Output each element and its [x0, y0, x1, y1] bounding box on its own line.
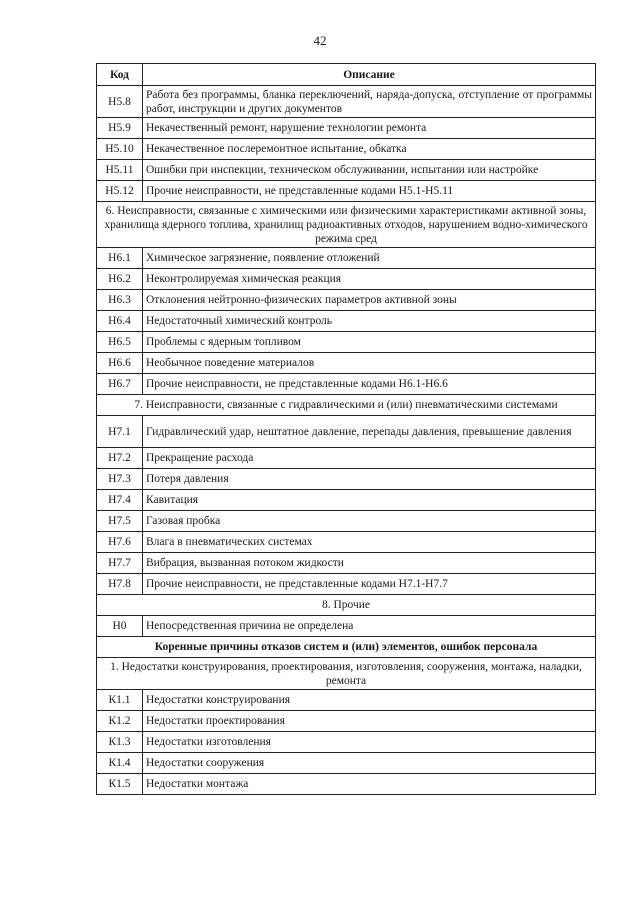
table-row: [97, 711, 596, 732]
table-row: [97, 374, 596, 395]
row-code: Н7.8: [97, 574, 143, 595]
row-description: Недостаточный химический контроль: [143, 311, 596, 332]
section-heading-6: 6. Неисправности, связанные с химическими или физическими характеристиками активной зоны, хранилища ядерного топлива, хранилищ радиоактивных отходов, нарушением водно-химического режима сред: [97, 202, 596, 248]
section-row: [97, 395, 596, 416]
table-row: [97, 511, 596, 532]
row-description: Гидравлический удар, нештатное давление, перепады давления, превышение давления: [143, 416, 596, 448]
table-row: [97, 332, 596, 353]
section-row: [97, 595, 596, 616]
row-code: К1.4: [97, 753, 143, 774]
row-code: К1.1: [97, 690, 143, 711]
row-description: Химическое загрязнение, появление отложений: [143, 248, 596, 269]
row-description: Непосредственная причина не определена: [143, 616, 596, 637]
row-description: Некачественное послеремонтное испытание, обкатка: [143, 139, 596, 160]
table-row: [97, 86, 596, 118]
row-code: Н6.2: [97, 269, 143, 290]
column-header-description: Описание: [143, 64, 596, 86]
section-heading-7: 7. Неисправности, связанные с гидравлическими и (или) пневматическими системами: [97, 395, 596, 416]
row-code: Н7.1: [97, 416, 143, 448]
page-number: 42: [313, 33, 327, 48]
row-code: Н7.5: [97, 511, 143, 532]
table-row: [97, 118, 596, 139]
row-description: Прекращение расхода: [143, 448, 596, 469]
section-heading-k1: 1. Недостатки конструирования, проектирования, изготовления, сооружения, монтажа, наладки, ремонта: [97, 658, 596, 690]
row-code: Н5.9: [97, 118, 143, 139]
section-heading-8: 8. Прочие: [97, 595, 596, 616]
row-code: К1.5: [97, 774, 143, 795]
row-description: Отклонения нейтронно-физических параметров активной зоны: [143, 290, 596, 311]
column-header-code: Код: [97, 64, 143, 86]
row-code: Н7.6: [97, 532, 143, 553]
row-code: Н5.8: [97, 86, 143, 118]
row-description: Неконтролируемая химическая реакция: [143, 269, 596, 290]
table-row: [97, 490, 596, 511]
row-description: Ошибки при инспекции, техническом обслуживании, испытании или настройке: [143, 160, 596, 181]
row-code: Н6.7: [97, 374, 143, 395]
table-row: [97, 248, 596, 269]
table-row: [97, 616, 596, 637]
row-description: Некачественный ремонт, нарушение технологии ремонта: [143, 118, 596, 139]
row-description: Недостатки изготовления: [143, 732, 596, 753]
row-code: Н0: [97, 616, 143, 637]
row-description: Недостатки конструирования: [143, 690, 596, 711]
row-description: Прочие неисправности, не представленные кодами Н6.1-Н6.6: [143, 374, 596, 395]
codes-table: [96, 63, 596, 795]
table-row: [97, 469, 596, 490]
table-row: [97, 553, 596, 574]
row-code: Н5.10: [97, 139, 143, 160]
row-code: К1.3: [97, 732, 143, 753]
row-description: Потеря давления: [143, 469, 596, 490]
row-description: Работа без программы, бланка переключений, наряда-допуска, отступление от программы работ, инструкции и других документов: [143, 86, 596, 118]
table-row: [97, 353, 596, 374]
table-header-row: [97, 64, 596, 86]
row-description: Кавитация: [143, 490, 596, 511]
section-row: [97, 637, 596, 658]
row-code: К1.2: [97, 711, 143, 732]
row-code: Н6.6: [97, 353, 143, 374]
row-code: Н6.4: [97, 311, 143, 332]
row-code: Н6.5: [97, 332, 143, 353]
row-code: Н6.1: [97, 248, 143, 269]
table-row: [97, 448, 596, 469]
table-row: [97, 753, 596, 774]
row-code: Н7.3: [97, 469, 143, 490]
row-description: Недостатки сооружения: [143, 753, 596, 774]
table-row: [97, 139, 596, 160]
row-description: Проблемы с ядерным топливом: [143, 332, 596, 353]
table-row: [97, 574, 596, 595]
table-row: [97, 160, 596, 181]
row-code: Н7.4: [97, 490, 143, 511]
row-description: Вибрация, вызванная потоком жидкости: [143, 553, 596, 574]
row-code: Н7.2: [97, 448, 143, 469]
table-row: [97, 269, 596, 290]
table-row: [97, 290, 596, 311]
table-row: [97, 181, 596, 202]
row-code: Н7.7: [97, 553, 143, 574]
section-row: [97, 658, 596, 690]
row-code: Н5.12: [97, 181, 143, 202]
row-code: Н6.3: [97, 290, 143, 311]
table-row: [97, 532, 596, 553]
row-description: Недостатки монтажа: [143, 774, 596, 795]
row-description: Прочие неисправности, не представленные кодами Н5.1-Н5.11: [143, 181, 596, 202]
section-row: [97, 202, 596, 248]
table-row: [97, 311, 596, 332]
row-description: Газовая пробка: [143, 511, 596, 532]
row-description: Прочие неисправности, не представленные кодами Н7.1-Н7.7: [143, 574, 596, 595]
table-row: [97, 732, 596, 753]
root-causes-heading: Коренные причины отказов систем и (или) элементов, ошибок персонала: [97, 637, 596, 658]
row-description: Необычное поведение материалов: [143, 353, 596, 374]
row-code: Н5.11: [97, 160, 143, 181]
row-description: Недостатки проектирования: [143, 711, 596, 732]
table-row: [97, 416, 596, 448]
row-description: Влага в пневматических системах: [143, 532, 596, 553]
table-row: [97, 774, 596, 795]
table-row: [97, 690, 596, 711]
